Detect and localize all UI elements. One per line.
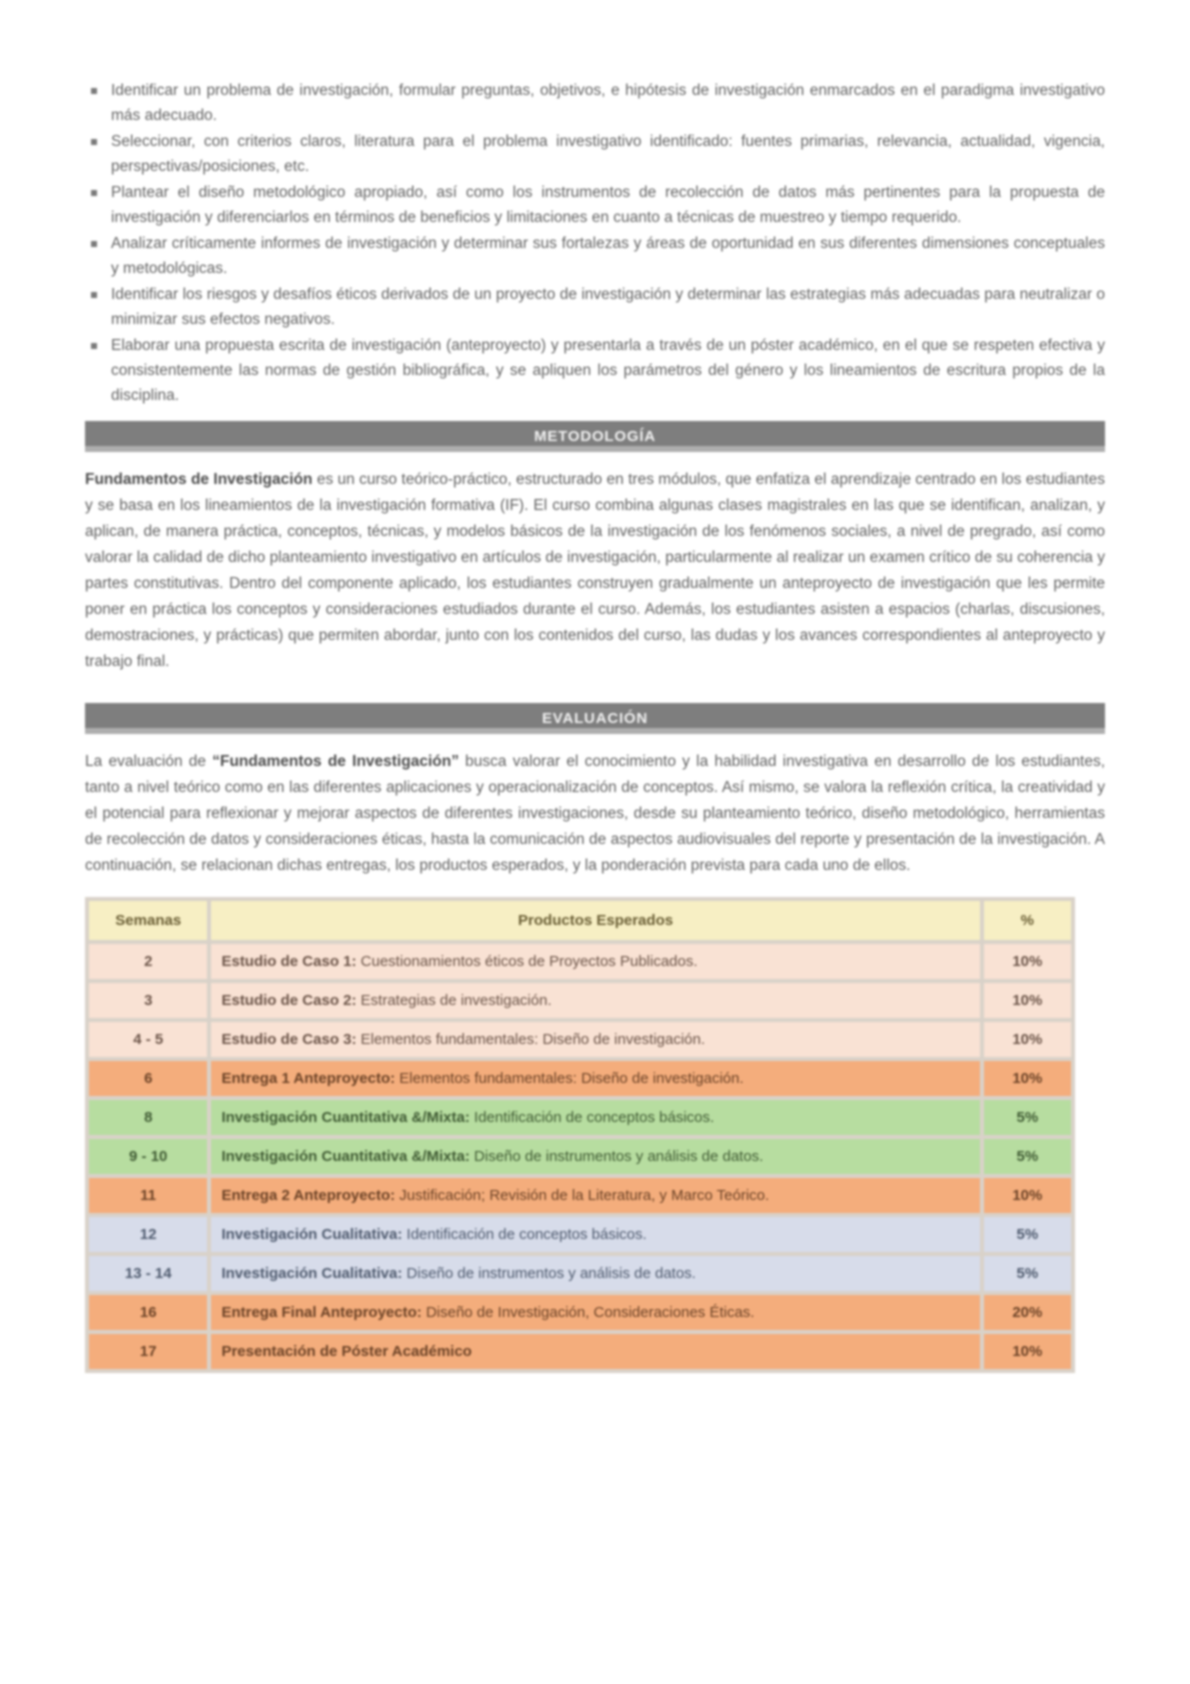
product-label: Investigación Cuantitativa &/Mixta: [221,1109,470,1126]
column-header-percent: % [982,899,1073,942]
week-cell: 16 [87,1293,209,1332]
table-row [87,942,1073,981]
product-label: Entrega 2 Anteproyecto: [221,1187,396,1204]
objective-item: Identificar un problema de investigación, formular preguntas, objetivos, e hipótesis de investigación enmarcados en el paradigma investigativo más adecuado. [85,78,1105,128]
column-header-products: Productos Esperados [209,899,981,942]
product-label: Estudio de Caso 2: [221,992,357,1009]
week-cell: 4 - 5 [87,1020,209,1059]
percent-cell: 10% [982,1176,1073,1215]
product-detail: Elementos fundamentales: Diseño de investigación. [395,1070,744,1087]
product-cell [209,1137,981,1176]
product-cell [209,1332,981,1371]
product-label: Investigación Cualitativa: [221,1265,403,1282]
product-cell [209,942,981,981]
product-detail: Justificación; Revisión de la Literatura, y Marco Teórico. [395,1187,770,1204]
product-cell [209,981,981,1020]
percent-cell: 5% [982,1098,1073,1137]
objective-item: Plantear el diseño metodológico apropiado, así como los instrumentos de recolección de datos más pertinentes para la propuesta de investigación y diferenciarlos en términos de beneficios y limitaciones en cuanto a técnicas de muestreo y tiempo requerido. [85,180,1105,230]
methodology-paragraph: Fundamentos de Investigación es un curso teórico-práctico, estructurado en tres módulos, que enfatiza el aprendizaje centrado en los estudiantes y se basa en los lineamientos de la investigación formativa (IF). El curso combina algunas clases magistrales en las que se identifican, analizan, y aplican, de manera práctica, conceptos, técnicas, y modelos básicos de la investigación de los fenómenos sociales, a nivel de pregrado, así como valorar la calidad de dicho planteamiento investigativo en artículos de investigación, particularmente al realizar un examen crítico de su coherencia y partes constitutivas. Dentro del componente aplicado, los estudiantes construyen gradualmente un anteproyecto de investigación que les permite poner en práctica los conceptos y consideraciones estudiados durante el curso. Además, los estudiantes asisten a espacios (charlas, discusiones, demostraciones, y prácticas) que permiten abordar, junto con los contenidos del curso, las dudas y los avances correspondientes al anteproyecto y trabajo final. [85,471,1105,670]
product-cell [209,1059,981,1098]
product-cell [209,1215,981,1254]
table-row [87,1098,1073,1137]
week-cell: 9 - 10 [87,1137,209,1176]
table-row [87,981,1073,1020]
syllabus-page [85,78,1105,1373]
grading-table [85,897,1075,1373]
section-header-metodologia [85,421,1105,452]
product-cell [209,1098,981,1137]
product-detail: Identificación de conceptos básicos. [469,1109,715,1126]
objective-item: Identificar los riesgos y desafíos éticos derivados de un proyecto de investigación y determinar las estrategias más adecuadas para neutralizar o minimizar sus efectos negativos. [85,282,1105,332]
percent-cell: 10% [982,1059,1073,1098]
table-row [87,1293,1073,1332]
percent-cell: 20% [982,1293,1073,1332]
percent-cell: 5% [982,1254,1073,1293]
objective-item: Analizar críticamente informes de investigación y determinar sus fortalezas y áreas de oportunidad en sus diferentes dimensiones conceptuales y metodológicas. [85,231,1105,281]
product-label: Investigación Cualitativa: [221,1226,403,1243]
product-detail: Elementos fundamentales: Diseño de investigación. [356,1031,706,1048]
product-label: Presentación de Póster Académico [221,1343,472,1360]
table-row [87,1059,1073,1098]
week-cell: 13 - 14 [87,1254,209,1293]
product-label: Entrega 1 Anteproyecto: [221,1070,396,1087]
week-cell: 11 [87,1176,209,1215]
week-cell: 8 [87,1098,209,1137]
table-row [87,1020,1073,1059]
product-detail: Diseño de instrumentos y análisis de datos. [469,1148,764,1165]
week-cell: 12 [87,1215,209,1254]
section-header-evaluacion [85,703,1105,734]
table-header-row [87,899,1073,942]
column-header-weeks: Semanas [87,899,209,942]
table-row [87,1215,1073,1254]
product-label: Entrega Final Anteproyecto: [221,1304,422,1321]
section-title: METODOLOGÍA [534,428,656,445]
table-row [87,1137,1073,1176]
course-name: Fundamentos de Investigación [85,471,313,488]
week-cell: 6 [87,1059,209,1098]
table-row [87,1332,1073,1371]
table-row [87,1254,1073,1293]
section-title: EVALUACIÓN [541,710,649,727]
course-name-quoted: “Fundamentos de Investigación” [212,753,459,770]
percent-cell: 10% [982,942,1073,981]
objectives-list [85,78,1105,408]
product-detail: Estrategias de investigación. [356,992,552,1009]
percent-cell: 10% [982,1020,1073,1059]
percent-cell: 5% [982,1137,1073,1176]
product-cell [209,1254,981,1293]
product-detail: Diseño de instrumentos y análisis de datos. [402,1265,696,1282]
table-row [87,1176,1073,1215]
product-detail: Diseño de Investigación, Consideraciones Éticas. [421,1304,755,1321]
product-label: Investigación Cuantitativa &/Mixta: [221,1148,470,1165]
objective-item: Elaborar una propuesta escrita de investigación (anteproyecto) y presentarla a través de un póster académico, en el que se respeten efectiva y consistentemente las normas de gestión bibliográfica, y se apliquen los parámetros del género y los lineamientos de escritura propios de la disciplina. [85,333,1105,408]
evaluation-paragraph: La evaluación de “Fundamentos de Investigación” busca valorar el conocimiento y la habilidad investigativa en desarrollo de los estudiantes, tanto a nivel teórico como en las diferentes aplicaciones y operacionalización de conceptos. Así mismo, se valora la reflexión crítica, la creatividad y el potencial para reflexionar y mejorar aspectos de diferentes investigaciones, desde su planteamiento teórico, diseño metodológico, herramientas de recolección de datos y consideraciones éticas, hasta la comunicación de aspectos audiovisuales del reporte y presentación de la investigación. A continuación, se relacionan dichas entregas, los productos esperados, y la ponderación prevista para cada uno de ellos. [85,753,1106,874]
product-detail: Cuestionamientos éticos de Proyectos Publicados. [356,953,698,970]
product-label: Estudio de Caso 1: [221,953,357,970]
product-cell [209,1293,981,1332]
product-label: Estudio de Caso 3: [221,1031,357,1048]
percent-cell: 10% [982,981,1073,1020]
percent-cell: 10% [982,1332,1073,1371]
product-detail: Identificación de conceptos básicos. [402,1226,647,1243]
product-cell [209,1020,981,1059]
week-cell: 3 [87,981,209,1020]
week-cell: 17 [87,1332,209,1371]
objective-item: Seleccionar, con criterios claros, literatura para el problema investigativo identificado: fuentes primarias, relevancia, actualidad, vigencia, perspectivas/posiciones, etc. [85,129,1105,179]
product-cell [209,1176,981,1215]
week-cell: 2 [87,942,209,981]
percent-cell: 5% [982,1215,1073,1254]
